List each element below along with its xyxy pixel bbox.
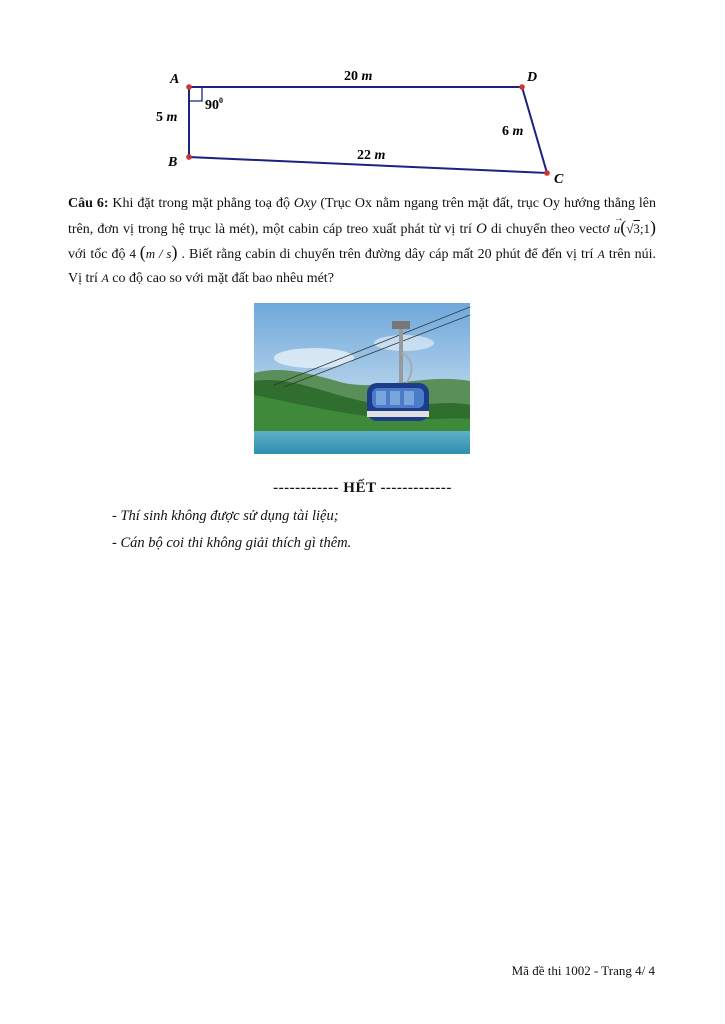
note-2: - Cán bộ coi thi không giải thích gì thêm. <box>112 535 352 551</box>
speed-expression: 4 (m / s) <box>129 242 178 262</box>
angle-label: $90^0$ <box>205 96 223 113</box>
top-side-label: 20 m <box>344 69 373 84</box>
trapezoid-figure <box>0 0 725 190</box>
vertex-label-d: D <box>527 70 538 85</box>
cable-car-grip <box>392 321 410 329</box>
right-side-label: 6 m <box>502 124 524 139</box>
water <box>254 431 470 454</box>
point-a-ref-2: A <box>101 270 109 285</box>
point-d <box>519 84 525 90</box>
question-label: Câu 6: <box>68 196 109 211</box>
page-footer: Mã đề thi 1002 - Trang 4/ 4 <box>511 963 655 978</box>
origin-o: O <box>476 220 487 237</box>
vertex-label-a: A <box>170 72 180 87</box>
left-side-label: 5 m <box>156 110 178 125</box>
note-1: - Thí sinh không được sử dụng tài liệu; <box>112 508 339 524</box>
question-6: Câu 6: Khi đặt trong mặt phẳng toạ độ Oxy (Trục Ox nằm ngang trên mặt đất, trục Oy hướng thẳng lên trên, đơn vị trong hệ trục là mét), một cabin cáp treo xuất phát từ vị trí O di chuyển theo vectơ → u(√3;1) với tốc độ 4 (m / s) . Biết rằng cabin di chuyển trên đường dây cáp mất 20 phút để đến vị trí A trên núi. Vị trí A co độ cao so với mặt đất bao nhêu mét? <box>68 196 657 286</box>
point-a <box>186 84 192 90</box>
point-a-ref: A <box>597 247 605 261</box>
point-c <box>544 170 550 176</box>
oxy-term: Oxy <box>293 196 317 211</box>
vertex-label-c: C <box>554 172 564 187</box>
vector-u: → u(√3;1) <box>613 212 656 237</box>
cable-car-photo <box>254 303 470 454</box>
vertex-label-b: B <box>168 155 178 170</box>
end-marker: ------------ HẾT ------------- <box>273 480 452 496</box>
point-b <box>186 154 192 160</box>
right-angle-mark <box>189 87 202 101</box>
bottom-side-label: 22 m <box>357 148 386 163</box>
